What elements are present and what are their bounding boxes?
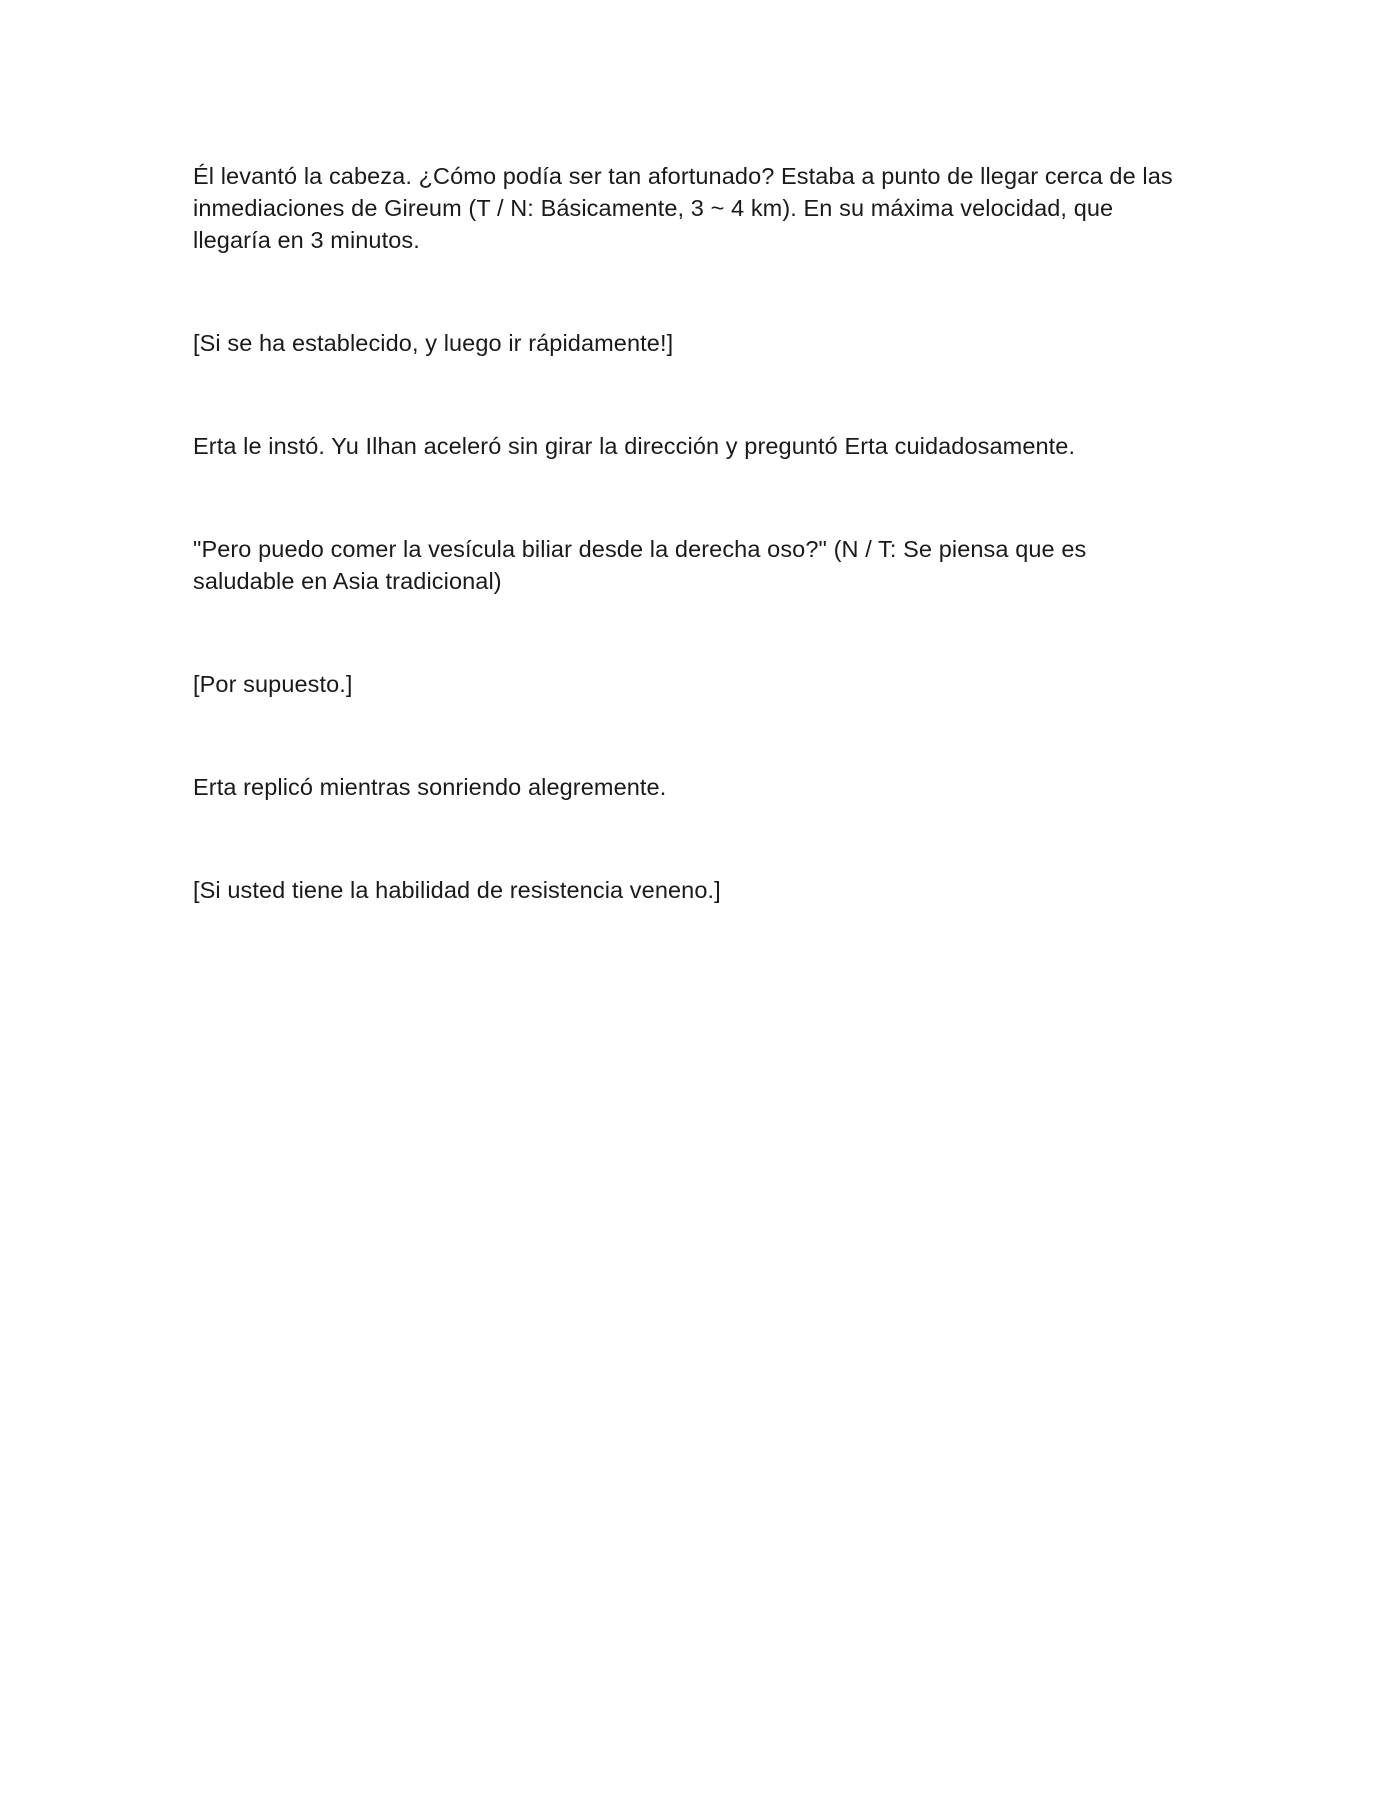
paragraph-3: Erta le instó. Yu Ilhan aceleró sin girar la dirección y preguntó Erta cuidadosamente. — [193, 433, 1076, 459]
document-body — [193, 160, 1193, 906]
paragraph-spacer — [193, 597, 1193, 668]
paragraph-1: Él levantó la cabeza. ¿Cómo podía ser tan afortunado? Estaba a punto de llegar cerca de las inmediaciones de Gireum (T / N: Básicamente, 3 ~ 4 km). En su máxima velocidad, que llegaría en 3 minutos. — [193, 163, 1173, 253]
paragraph-spacer — [193, 700, 1193, 771]
paragraph-spacer — [193, 803, 1193, 874]
paragraph-6: Erta replicó mientras sonriendo alegremente. — [193, 774, 667, 800]
paragraph-spacer — [193, 256, 1193, 327]
paragraph-2: [Si se ha establecido, y luego ir rápidamente!] — [193, 330, 674, 356]
paragraph-5: [Por supuesto.] — [193, 671, 353, 697]
paragraph-spacer — [193, 359, 1193, 430]
paragraph-4: "Pero puedo comer la vesícula biliar desde la derecha oso?" (N / T: Se piensa que es saludable en Asia tradicional) — [193, 536, 1087, 594]
paragraph-spacer — [193, 462, 1193, 533]
paragraph-7: [Si usted tiene la habilidad de resistencia veneno.] — [193, 877, 721, 903]
